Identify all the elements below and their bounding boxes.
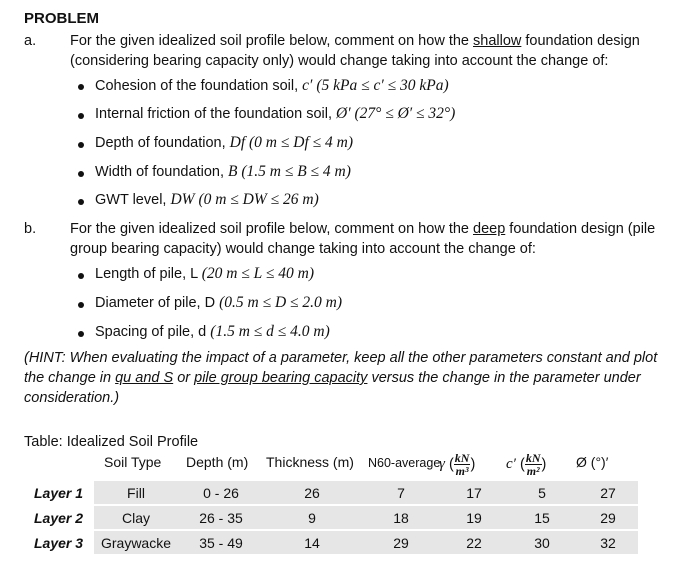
bullet-icon	[78, 331, 84, 337]
bullet-icon	[78, 142, 84, 148]
bullet-icon	[78, 84, 84, 90]
cell-phi: 27	[578, 481, 638, 506]
cell-soil: Clay	[94, 505, 178, 530]
bullet-pile-diameter: Diameter of pile, D (0.5 m ≤ D ≤ 2.0 m)	[95, 294, 343, 311]
cell-thickness: 26	[264, 481, 360, 506]
cell-phi: 29	[578, 505, 638, 530]
cell-soil: Fill	[94, 481, 178, 506]
cell-n60: 7	[360, 481, 442, 506]
bullet-icon	[78, 199, 84, 205]
cell-thickness: 9	[264, 505, 360, 530]
bullet-pile-length: Length of pile, L (20 m ≤ L ≤ 40 m)	[95, 265, 315, 282]
part-a-line1: For the given idealized soil profile below, comment on how the shallow foundation design	[70, 33, 640, 49]
layer-label: Layer 1	[34, 484, 84, 501]
layer-label: Layer 3	[34, 534, 84, 551]
header-friction-angle: Ø (°)′	[576, 454, 609, 470]
part-b-line2: group bearing capacity) would change taking into account the change of:	[70, 241, 536, 257]
bullet-width: Width of foundation, B (1.5 m ≤ B ≤ 4 m)	[95, 163, 351, 180]
table-row	[24, 505, 638, 530]
cell-cohesion: 5	[506, 481, 578, 506]
part-b-label: b.	[24, 221, 37, 237]
bullet-gwt: GWT level, DW (0 m ≤ DW ≤ 26 m)	[95, 191, 319, 208]
header-thickness: Thickness (m)	[266, 454, 354, 470]
part-b-line1: For the given idealized soil profile below, comment on how the deep foundation design (pile	[70, 221, 656, 237]
bullet-icon	[78, 302, 84, 308]
soil-profile-table	[24, 480, 638, 556]
cell-n60: 18	[360, 505, 442, 530]
bullet-pile-spacing: Spacing of pile, d (1.5 m ≤ d ≤ 4.0 m)	[95, 323, 330, 340]
cell-gamma: 17	[442, 481, 506, 506]
layer-label: Layer 2	[34, 509, 84, 526]
hint-paragraph: (HINT: When evaluating the impact of a parameter, keep all the other parameters constant and plot the change in qu and S or pile group bearing capacity versus the change in the parameter under consideration.)	[24, 350, 658, 406]
bullet-depth: Depth of foundation, Df (0 m ≤ Df ≤ 4 m)	[95, 134, 353, 151]
header-cohesion: c′ ( $\frac{kN}{\text{m²}}$ )	[506, 451, 547, 478]
cell-cohesion: 15	[506, 505, 578, 530]
bullet-cohesion: Cohesion of the foundation soil, c′ (5 kPa ≤ c′ ≤ 30 kPa)	[95, 77, 449, 94]
bullet-icon	[78, 171, 84, 177]
header-unit-weight: γ ( $\frac{kN}{\text{m³}}$ )	[439, 451, 476, 478]
shallow-underline: shallow	[473, 33, 522, 49]
cell-soil: Graywacke	[94, 530, 178, 555]
deep-underline: deep	[473, 221, 506, 237]
bullet-icon	[78, 113, 84, 119]
cell-n60: 29	[360, 530, 442, 555]
cell-depth: 26 - 35	[178, 505, 264, 530]
header-soil-type: Soil Type	[104, 454, 162, 470]
cell-thickness: 14	[264, 530, 360, 555]
cell-depth: 35 - 49	[178, 530, 264, 555]
problem-title: PROBLEM	[24, 10, 99, 27]
header-depth: Depth (m)	[186, 454, 249, 470]
part-a-label: a.	[24, 33, 37, 49]
bullet-friction: Internal friction of the foundation soil, Ø′ (27° ≤ Ø′ ≤ 32°)	[95, 105, 456, 122]
cell-cohesion: 30	[506, 530, 578, 555]
table-row	[24, 530, 638, 555]
cell-gamma: 22	[442, 530, 506, 555]
header-n60: N60-average	[368, 456, 441, 470]
table-row	[24, 481, 638, 506]
cell-phi: 32	[578, 530, 638, 555]
cell-depth: 0 - 26	[178, 481, 264, 506]
bullet-icon	[78, 273, 84, 279]
cell-gamma: 19	[442, 505, 506, 530]
table-caption: Table: Idealized Soil Profile	[24, 434, 199, 450]
part-a-line2: (considering bearing capacity only) would change taking into account the change of:	[70, 53, 609, 69]
